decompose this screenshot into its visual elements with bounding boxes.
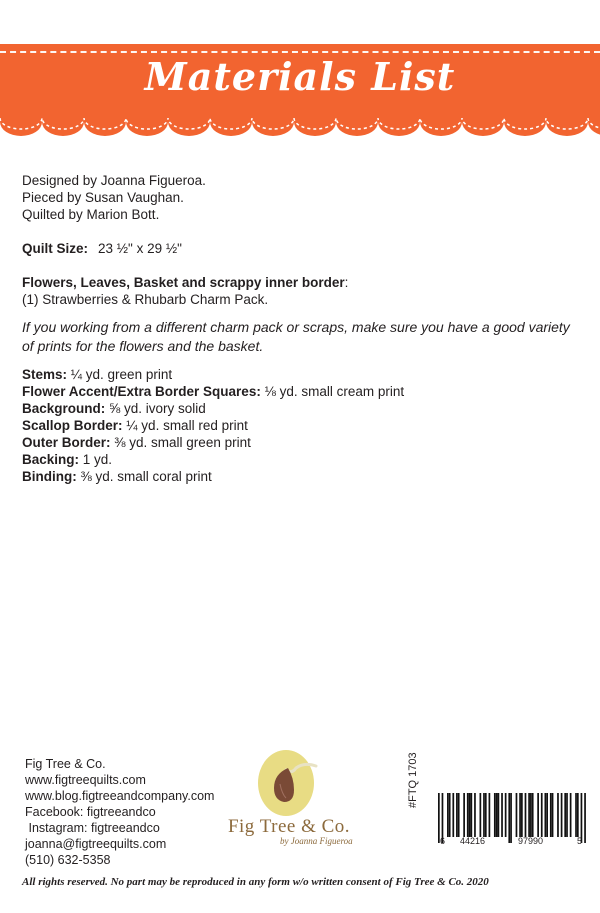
barcode-bar — [546, 793, 548, 837]
barcode-bar — [521, 793, 523, 837]
blog-link[interactable]: www.blog.figtreeandcompany.com — [25, 789, 215, 803]
barcode-bar — [494, 793, 496, 837]
flowers-value: (1) Strawberries & Rhubarb Charm Pack. — [22, 292, 269, 307]
page-title: Materials List — [144, 54, 456, 99]
material-value: ¼ yd. green print — [70, 367, 173, 382]
material-label: Backing: — [22, 452, 80, 467]
barcode-bar — [557, 793, 559, 837]
material-value: 1 yd. — [82, 452, 113, 467]
material-item — [22, 366, 582, 383]
flowers-heading — [22, 274, 582, 291]
barcode-bar — [447, 793, 449, 837]
barcode-bar — [530, 793, 532, 837]
barcode-bar — [510, 793, 512, 843]
barcode-bar — [463, 793, 465, 837]
barcode-bar — [544, 793, 546, 837]
material-item — [22, 400, 582, 417]
credit-designer: Designed by Joanna Figueroa. — [22, 173, 206, 188]
facebook-handle: Facebook: figtreeandco — [25, 805, 156, 819]
product-code: #FTQ 1703 — [407, 752, 419, 808]
material-value: ⅜ yd. small coral print — [80, 469, 212, 484]
barcode-bar — [469, 793, 471, 837]
barcode-bar — [452, 793, 454, 837]
material-value: ⅜ yd. small green print — [114, 435, 251, 450]
barcode-bar — [525, 793, 527, 837]
website-link[interactable]: www.figtreequilts.com — [25, 773, 146, 787]
barcode-bar — [550, 793, 552, 837]
barcode-bar — [516, 793, 518, 837]
barcode-bar — [458, 793, 460, 837]
email-link[interactable]: joanna@figtreequilts.com — [25, 837, 167, 851]
copyright-notice: All rights reserved. No part may be reproduced in any form w/o written consent of Fig Tree & Co. 2020 — [22, 876, 489, 888]
flowers-colon: : — [344, 275, 349, 290]
company-name: Fig Tree & Co. — [25, 757, 106, 771]
barcode-bar — [552, 793, 554, 837]
material-value: ⅝ yd. ivory solid — [109, 401, 206, 416]
barcode-digit-group: 44216 — [460, 836, 486, 846]
quilt-size — [22, 240, 582, 257]
barcode-bar — [489, 793, 491, 837]
barcode-bar — [508, 793, 510, 843]
barcode-bar — [449, 793, 451, 837]
barcode-bar — [564, 793, 566, 837]
barcode-bar — [537, 793, 539, 837]
quilt-size-label: Quilt Size: — [22, 241, 89, 256]
barcode-digit-group: 5 — [577, 836, 583, 846]
barcode-bar — [575, 793, 577, 837]
material-item — [22, 417, 582, 434]
contact-info — [25, 756, 214, 868]
quilt-size-value: 23 ½" x 29 ½" — [98, 241, 182, 256]
material-label: Outer Border: — [22, 435, 111, 450]
barcode-bar — [584, 793, 586, 843]
fig-icon — [204, 748, 374, 818]
material-item — [22, 434, 582, 451]
flowers-label: Flowers, Leaves, Basket and scrappy inner border — [22, 275, 345, 290]
instagram-handle: Instagram: figtreeandco — [25, 821, 160, 835]
barcode-bar — [541, 793, 543, 837]
banner-scallop-edge — [0, 110, 600, 140]
material-item — [22, 383, 582, 400]
barcode-bar — [485, 793, 487, 837]
materials-list — [22, 366, 582, 485]
materials-content — [22, 172, 582, 485]
barcode-bar — [498, 793, 500, 837]
barcode-bar — [480, 793, 482, 837]
barcode-bar — [474, 793, 476, 837]
charm-pack-note: If you working from a different charm pack or scraps, make sure you have a good variety of prints for the flowers and the basket. — [22, 319, 570, 354]
credit-quilter: Quilted by Marion Bott. — [22, 207, 160, 222]
material-label: Flower Accent/Extra Border Squares: — [22, 384, 261, 399]
material-label: Stems: — [22, 367, 68, 382]
material-value: ¼ yd. small red print — [126, 418, 248, 433]
barcode-bar — [561, 793, 563, 837]
barcode-bar — [519, 793, 521, 837]
material-label: Background: — [22, 401, 106, 416]
barcode-bar — [456, 793, 458, 837]
barcode-bar — [496, 793, 498, 837]
barcode-bar — [470, 793, 472, 837]
phone-number: (510) 632-5358 — [25, 853, 111, 867]
barcode-bar — [505, 793, 507, 837]
fig-tree-logo — [204, 748, 374, 856]
material-value: ⅛ yd. small cream print — [264, 384, 405, 399]
barcode-bar — [467, 793, 469, 837]
material-item — [22, 468, 582, 485]
logo-name: Fig Tree & Co. — [227, 816, 351, 837]
barcode-digit-group: 97990 — [518, 836, 544, 846]
banner-stitching — [0, 51, 600, 53]
barcode-bar — [577, 793, 579, 837]
material-item — [22, 451, 582, 468]
credit-piecer: Pieced by Susan Vaughan. — [22, 190, 184, 205]
material-label: Binding: — [22, 469, 77, 484]
barcode-bar — [532, 793, 534, 837]
barcode-bar — [483, 793, 485, 837]
barcode-bar — [501, 793, 503, 837]
barcode-bar — [570, 793, 572, 837]
material-label: Scallop Border: — [22, 418, 123, 433]
barcode-bar — [528, 793, 530, 837]
logo-byline: by Joanna Figueroa — [280, 836, 353, 846]
barcode-bar — [566, 793, 568, 837]
barcode-digit-group: 6 — [440, 836, 446, 846]
